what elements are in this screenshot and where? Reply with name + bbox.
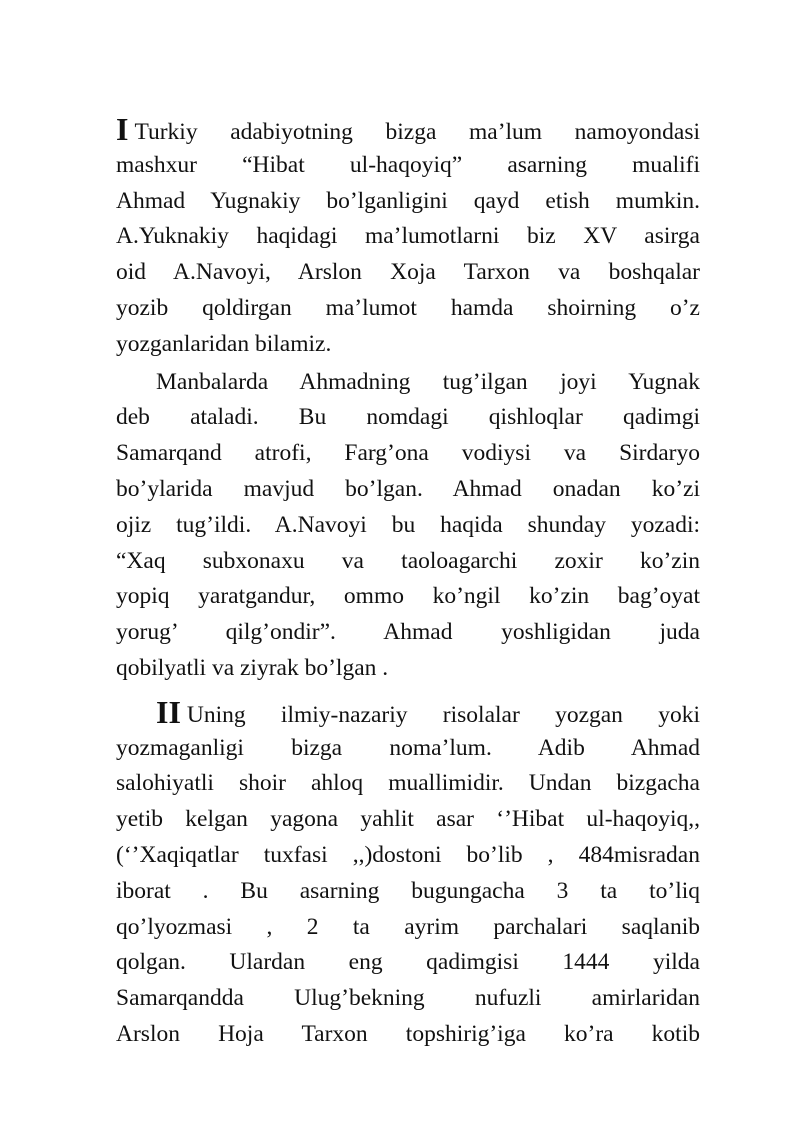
section-marker-1: I [116,111,129,147]
section-marker-2: II [156,693,181,730]
text-line: Ahmad Yugnakiy bo’lganligini qayd etish mumkin. [116,187,700,214]
text-line: yetib kelgan yagona yahlit asar ‘’Hibat ul-haqoyiq,, [116,806,700,833]
text-line: qo’lyozmasi , 2 ta ayrim parchalari saqlanib [116,913,700,940]
text-line: yozmaganligi bizga noma’lum. Adib Ahmad [116,734,700,761]
text-line: Samarqandda Ulug’bekning nufuzli amirlaridan [116,985,700,1012]
text-line: bo’ylarida mavjud bo’lgan. Ahmad onadan ko’zi [116,475,700,502]
text-line: salohiyatli shoir ahloq muallimidir. Undan bizgacha [116,770,700,797]
text-line: A.Yuknakiy haqidagi ma’lumotlarni biz XV asirga [116,223,700,250]
text-line [116,112,700,148]
text-line: iborat . Bu asarning bugungacha 3 ta to’liq [116,877,700,904]
text-span: Uning ilmiy-nazariy risolalar yozgan yoki [186,701,700,728]
text-line: ojiz tug’ildi. A.Navoyi bu haqida shunday yozadi: [116,511,700,538]
text-line: “Xaq subxonaxu va taoloagarchi zoxir ko’zin [116,547,700,574]
text-line: (‘’Xaqiqatlar tuxfasi ,,)dostoni bo’lib , 484misradan [116,841,700,868]
paragraph-1 [116,112,700,363]
text-line: yorug’ qilg’ondir”. Ahmad yoshligidan juda [116,619,700,646]
text-line: Manbalarda Ahmadning tug’ilgan joyi Yugnak [156,368,700,395]
text-line: oid A.Navoyi, Arslon Xoja Tarxon va boshqalar [116,259,700,286]
paragraph-2 [116,365,700,687]
text-line: yozganlaridan bilamiz. [116,330,332,357]
text-line: yopiq yaratgandur, ommo ko’ngil ko’zin bag’oyat [116,583,700,610]
text-line: Arslon Hoja Tarxon topshirig’iga ko’ra kotib [116,1020,700,1047]
text-span: Turkiy adabiyotning bizga ma’lum namoyondasi [134,119,700,145]
text-line: deb ataladi. Bu nomdagi qishloqlar qadimgi [116,404,700,431]
text-line: qobilyatli va ziyrak bo’lgan . [116,654,389,681]
text-line: mashxur “Hibat ul-haqoyiq” asarning mualifi [116,151,700,178]
text-line: Samarqand atrofi, Farg’ona vodiysi va Sirdaryo [116,440,700,467]
text-line: qolgan. Ulardan eng qadimgisi 1444 yilda [116,949,700,976]
paragraph-3 [116,695,700,1053]
text-line: yozib qoldirgan ma’lumot hamda shoirning o’z [116,294,700,321]
text-line [116,695,700,731]
document-page [116,112,700,1053]
